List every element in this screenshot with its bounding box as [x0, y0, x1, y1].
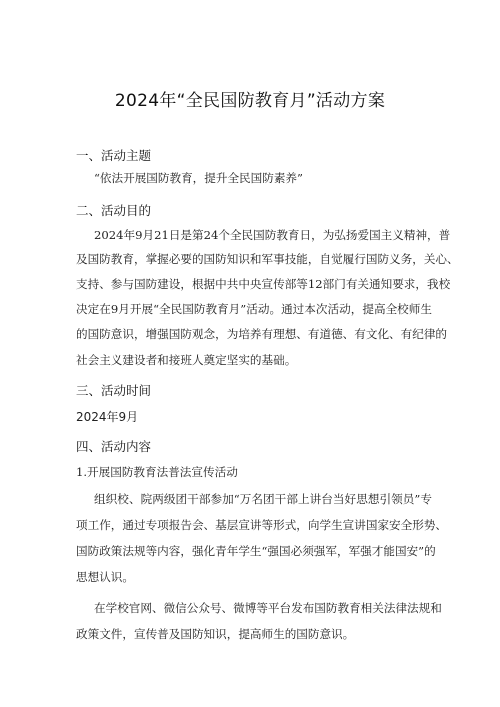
document-title: 2024年“全民国防教育月”活动方案 — [114, 91, 386, 111]
purpose-line: 社会主义建设者和接班人奠定坚实的基础。 — [76, 353, 297, 367]
content-line: 项工作，通过专项报告会、基层宣讲等形式，向学生宣讲国家安全形势、 — [76, 518, 448, 532]
activity-time: 2024年9月 — [76, 410, 139, 424]
content-line: 国防政策法规等内容，强化青年学生“强国必须强军，军强才能国安”的 — [76, 544, 436, 558]
purpose-line: 及国防教育，掌握必要的国防知识和军事技能，自觉履行国防义务，关心、 — [76, 252, 459, 266]
section-heading-purpose: 二、活动目的 — [76, 203, 152, 218]
purpose-line: 2024年9月21日是第24个全民国防教育日，为弘扬爱国主义精神，普 — [94, 228, 451, 242]
purpose-line: 支持、参与国防建设，根据中共中央宣传部等12部门有关通知要求，我校 — [76, 277, 451, 291]
content-line: 政策文件，宣传普及国防知识，提高师生的国防意识。 — [76, 627, 355, 641]
purpose-line: 决定在9月开展“全民国防教育月”活动。通过本次活动，提高全校师生 — [76, 302, 432, 316]
content-line: 组织校、院两级团干部参加“万名团干部上讲台当好思想引领员”专 — [94, 492, 432, 506]
section-heading-content: 四、活动内容 — [76, 439, 152, 454]
content-line: 在学校官网、微信公众号、微博等平台发布国防教育相关法律法规和 — [94, 601, 442, 615]
theme-text: “依法开展国防教育，提升全民国防素养” — [94, 171, 303, 185]
content-line: 思想认识。 — [76, 570, 134, 584]
section-heading-time: 三、活动时间 — [76, 383, 152, 398]
purpose-line: 的国防意识，增强国防观念，为培养有理想、有道德、有文化、有纪律的 — [76, 327, 448, 341]
section-heading-theme: 一、活动主题 — [76, 148, 152, 163]
content-subheading: 1.开展国防教育法普法宣传活动 — [76, 465, 238, 479]
